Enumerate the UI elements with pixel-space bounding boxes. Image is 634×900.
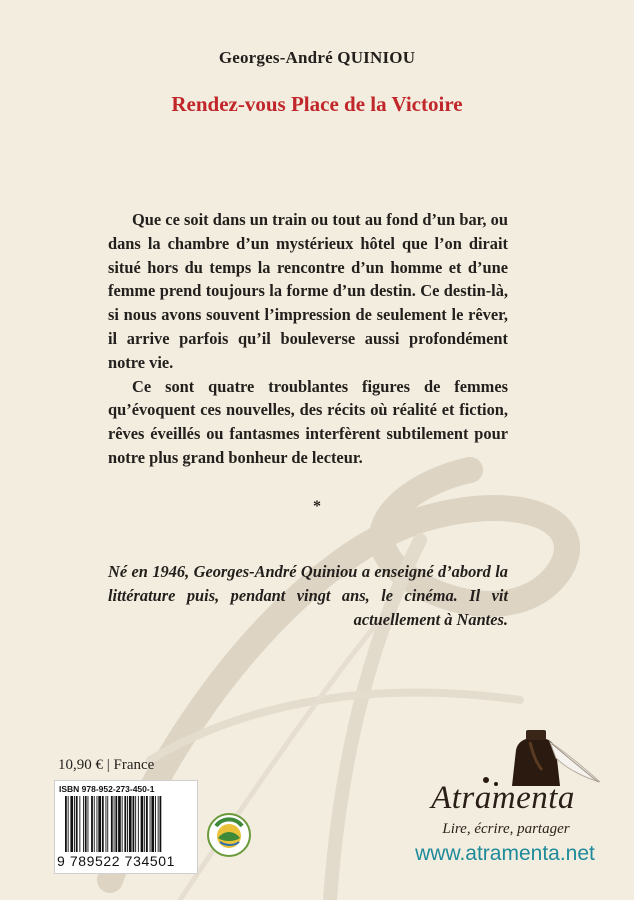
- barcode-bar: [129, 796, 132, 852]
- isbn-barcode: [54, 780, 198, 874]
- ean-digits: 9 789522 734501: [57, 853, 175, 869]
- barcode-bar: [124, 796, 126, 852]
- author-bio: Né en 1946, Georges-André Quiniou a enseigné d’abord la littérature puis, pendant vingt ans, le cinéma. Il vit actuellement à Nantes.: [108, 562, 508, 629]
- blurb-paragraph: Ce sont quatre troublantes figures de femmes qu’évoquent ces nouvelles, des récits où réalité et fiction, rêves éveillés ou fantasmes interfèrent subtilement pour notre plus grand bonheur de lecteur.: [108, 376, 508, 467]
- barcode-bar: [88, 796, 89, 852]
- barcode-bar: [111, 796, 113, 852]
- barcode-bar: [135, 796, 136, 852]
- barcode-bar: [91, 796, 93, 852]
- price-label: 10,90 € | France: [58, 757, 155, 773]
- barcode-bar: [138, 796, 139, 852]
- barcode-bar: [151, 796, 154, 852]
- publisher-tagline: Lire, écrire, partager: [442, 821, 570, 837]
- barcode-bar: [79, 796, 80, 852]
- barcode-bar: [83, 796, 84, 852]
- barcode-bar: [114, 796, 115, 852]
- barcode-bar: [118, 796, 121, 852]
- barcode-bar: [74, 796, 75, 852]
- barcode-bar: [150, 796, 151, 852]
- barcode-bar: [97, 796, 98, 852]
- barcode-bar: [158, 796, 159, 852]
- barcode-bar: [85, 796, 87, 852]
- barcode-bar: [115, 796, 117, 852]
- barcode-bar: [68, 796, 69, 852]
- barcode-bar: [144, 796, 145, 852]
- barcode-bar: [65, 796, 67, 852]
- imprim-vert-logo: [206, 812, 252, 858]
- author-name: Georges-André QUINIOU: [218, 48, 416, 67]
- isbn-label: ISBN 978-952-273-450-1: [59, 784, 155, 794]
- barcode-bar: [146, 796, 148, 852]
- barcode-bar: [94, 796, 95, 852]
- barcode-bar: [127, 796, 128, 852]
- publisher-website-link[interactable]: www.atramenta.net: [415, 842, 595, 865]
- barcode-bar: [122, 796, 123, 852]
- barcode-bar: [141, 796, 144, 852]
- barcode-bar: [70, 796, 73, 852]
- barcode-bar: [107, 796, 108, 852]
- book-blurb: [108, 208, 508, 470]
- barcode-bar: [133, 796, 135, 852]
- barcode-bar: [155, 796, 156, 852]
- blurb-paragraph: Que ce soit dans un train ou tout au fond d’un bar, ou dans la chambre d’un mystérieux hôtel que l’on dirait situé hors du temps la rencontre d’un homme et d’une femme prend toujours la forme d’un destin. Ce destin-là, si nous avons souvent l’impression de seulement le rêver, il arrive parfois qu’il bouleverse aussi profondément notre vie.: [108, 210, 508, 372]
- publisher-name: Atramenta: [431, 780, 575, 816]
- barcode-bars: [61, 796, 191, 854]
- barcode-bar: [160, 796, 162, 852]
- section-separator: *: [313, 498, 321, 515]
- barcode-bar: [98, 796, 101, 852]
- book-title: Rendez-vous Place de la Victoire: [171, 92, 463, 116]
- barcode-bar: [76, 796, 78, 852]
- barcode-bar: [106, 796, 107, 852]
- barcode-bar: [102, 796, 104, 852]
